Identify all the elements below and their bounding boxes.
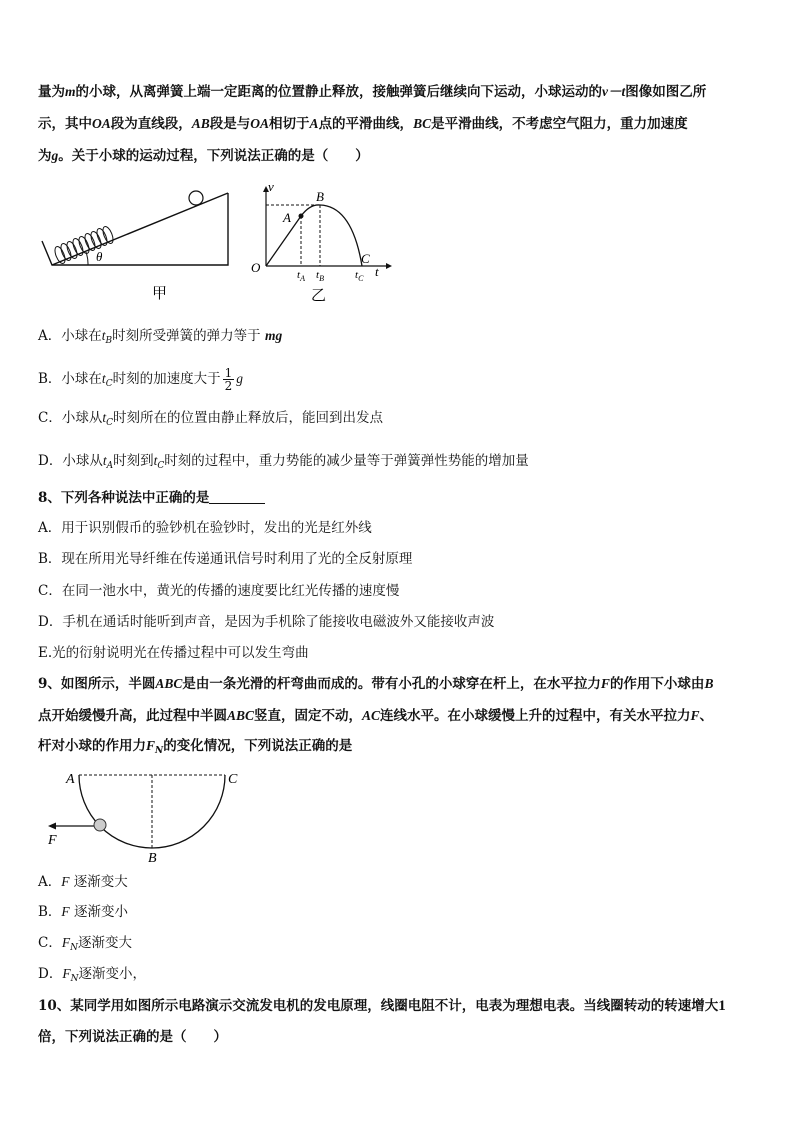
q9-option-b: B．F 逐渐变小 xyxy=(38,904,128,920)
label-c: C xyxy=(228,772,238,787)
q10-stem-line1: 10、某同学用如图所示电路演示交流发电机的发电原理，线圈电阻不计，电表为理想电表。当线圈转动的转速增大1 xyxy=(38,998,726,1014)
q8-option-b: B．现在所用光导纤维在传递通讯信号时利用了光的全反射原理 xyxy=(38,551,413,567)
label-b: B xyxy=(148,851,157,866)
q7-stem-line3: 为g。关于小球的运动过程，下列说法正确的是（ ） xyxy=(38,148,369,164)
q8-option-d: D．手机在通话时能听到声音，是因为手机除了能接收电磁波外又能接收声波 xyxy=(38,614,495,630)
q9-stem-line3: 杆对小球的作用力$F_N$的变化情况，下列说法正确的是 xyxy=(38,738,353,756)
ball xyxy=(189,191,203,205)
axis-t-label: t xyxy=(375,264,379,279)
caption-jia: 甲 xyxy=(152,286,168,302)
q9-option-c: C．$F_N$逐渐变大 xyxy=(38,935,132,953)
svg-text:tB: $t_B$ xyxy=(316,269,324,283)
q9-option-a: A．F 逐渐变大 xyxy=(38,874,128,890)
theta-label: θ xyxy=(96,249,103,264)
q7-stem-line2: 示，其中OA段为直线段，AB段是与OA相切于A点的平滑曲线，BC是平滑曲线，不考虑空气阻力，重力加速度 xyxy=(38,116,688,132)
figure-yi-vt-graph xyxy=(248,178,398,306)
tick-ta: t xyxy=(297,269,301,281)
q8-option-e: E.光的衍射说明光在传播过程中可以发生弯曲 xyxy=(38,645,309,661)
svg-text:tA: $t_A$ xyxy=(297,269,305,283)
q7-option-c: C．小球从$t_C$时刻所在的位置由静止释放后，能回到出发点 xyxy=(38,410,383,428)
svg-text:tC: $t_C$ xyxy=(355,269,364,283)
point-a-label: A xyxy=(283,210,291,225)
tick-tb: t xyxy=(316,269,320,281)
small-ball xyxy=(94,819,106,831)
q7-option-b: B．小球在$t_C$时刻的加速度大于 $\frac{1}{2}$ g xyxy=(38,366,243,393)
q9-stem-line1: 9、如图所示，半圆ABC是由一条光滑的杆弯曲而成的。带有小孔的小球穿在杆上，在水平拉力F的作用下小球由B xyxy=(38,676,714,692)
q7-option-a: A．小球在$t_B$时刻所受弹簧的弹力等于 mg xyxy=(38,328,283,346)
caption-yi: 乙 xyxy=(311,288,327,304)
label-f: F xyxy=(48,833,57,848)
origin-label: O xyxy=(251,260,261,275)
q9-stem-line2: 点开始缓慢升高，此过程中半圆ABC竖直，固定不动，AC连线水平。在小球缓慢上升的过程中，有关水平拉力F、 xyxy=(38,708,714,724)
point-b-label: B xyxy=(316,189,324,204)
answer-blank xyxy=(209,489,265,504)
q10-stem-line2: 倍，下列说法正确的是（ ） xyxy=(38,1029,227,1045)
spring-coil xyxy=(53,225,115,265)
q9-option-d: D．$F_N$逐渐变小， xyxy=(38,966,146,984)
figure-jia-incline xyxy=(38,185,238,305)
q7-stem-line1: 量为m的小球，从离弹簧上端一定距离的位置静止释放，接触弹簧后继续向下运动，小球运动的v－t图像如图乙所 xyxy=(38,84,707,100)
point-c-label: C xyxy=(361,251,370,266)
fraction-one-half: $\frac{1}{2}$ xyxy=(224,366,233,393)
q7-option-d: D．小球从$t_A$时刻到$t_C$时刻的过程中，重力势能的减少量等于弹簧弹性势能的增加量 xyxy=(38,453,529,471)
tick-tc: t xyxy=(355,269,359,281)
q8-stem: 8、下列各种说法中正确的是 xyxy=(38,488,265,508)
label-a: A xyxy=(66,772,75,787)
q8-option-c: C．在同一池水中，黄光的传播的速度要比红光传播的速度慢 xyxy=(38,583,400,599)
axis-v-label: v xyxy=(268,179,274,194)
q8-option-a: A．用于识别假币的验钞机在验钞时，发出的光是红外线 xyxy=(38,520,372,536)
figure-semicircle-abc xyxy=(42,766,252,866)
